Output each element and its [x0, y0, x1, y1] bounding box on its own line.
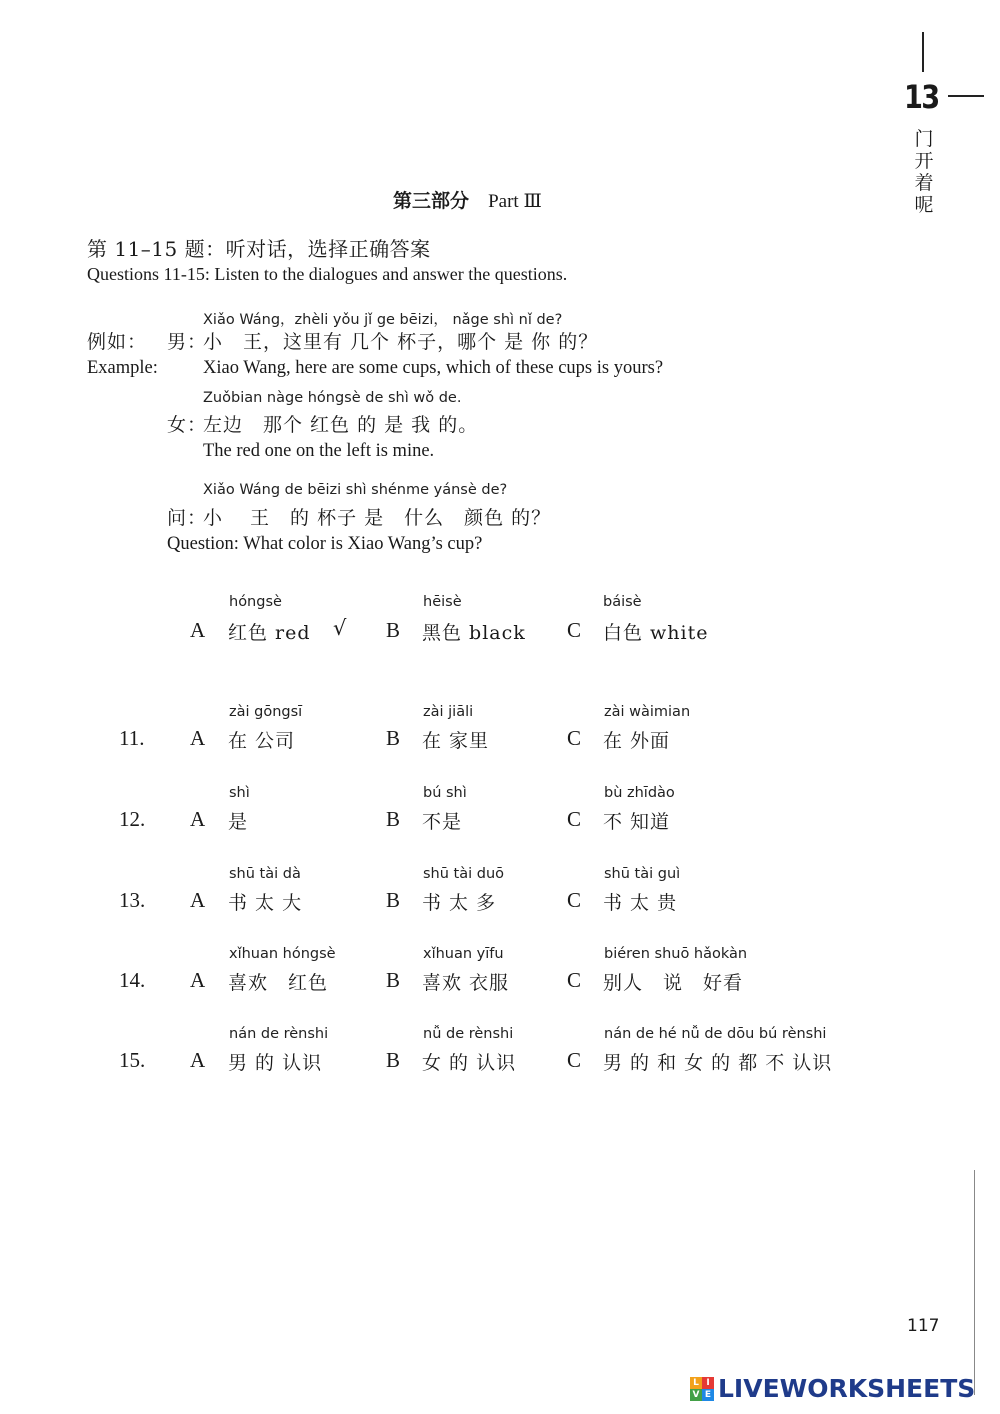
example-male-pinyin: Xiǎo Wáng，zhèli yǒu jǐ ge bēizi， nǎge shì nǐ de?	[203, 312, 563, 328]
example-option-a-pinyin: hóngsè	[229, 594, 282, 610]
option-b-text[interactable]: 书 太 多	[422, 892, 497, 914]
option-b-text[interactable]: 喜欢 衣服	[422, 972, 510, 994]
option-b-letter[interactable]: B	[386, 1048, 401, 1072]
option-b-text[interactable]: 不是	[422, 811, 463, 833]
option-c-pinyin: shū tài guì	[604, 866, 681, 882]
option-b-letter[interactable]: B	[386, 968, 401, 992]
option-c-pinyin: biéren shuō hǎokàn	[604, 946, 748, 962]
example-option-b-letter: B	[386, 618, 401, 642]
example-option-c-letter: C	[567, 618, 582, 642]
example-option-b-text: 黑色 black	[422, 622, 526, 644]
option-a-text[interactable]: 喜欢 红色	[228, 972, 329, 994]
logo-tile: L	[690, 1377, 702, 1389]
section-title	[393, 186, 542, 213]
option-a-pinyin: shì	[229, 785, 250, 801]
example-question-pinyin: Xiǎo Wáng de bēizi shì shénme yánsè de?	[203, 482, 508, 498]
option-b-pinyin: bú shì	[423, 785, 467, 801]
page-edge-line	[974, 1170, 975, 1395]
example-option-c-pinyin: báisè	[603, 594, 642, 610]
option-c-pinyin: nán de hé nǚ de dōu bú rènshi	[604, 1026, 827, 1042]
option-b-text[interactable]: 在 家里	[422, 730, 490, 752]
example-label-zh: 例如：	[87, 331, 148, 353]
example-female-pinyin: Zuǒbian nàge hóngsè de shì wǒ de.	[203, 390, 462, 406]
example-option-c-text: 白色 white	[603, 622, 709, 644]
option-c-letter[interactable]: C	[567, 807, 582, 831]
example-question-zh: 小 王 的 杯子 是 什么 颜色 的？	[203, 507, 552, 529]
option-b-letter[interactable]: B	[386, 726, 401, 750]
option-a-letter[interactable]: A	[190, 1048, 206, 1072]
question-number: 14.	[119, 968, 146, 992]
option-a-text[interactable]: 是	[228, 811, 249, 833]
option-a-pinyin: xǐhuan hóngsè	[229, 946, 336, 962]
example-male-en: Xiao Wang, here are some cups, which of these cups is yours?	[203, 358, 664, 378]
option-c-letter[interactable]: C	[567, 1048, 582, 1072]
chapter-number: 13	[904, 78, 939, 116]
option-b-pinyin: zài jiāli	[423, 704, 474, 720]
option-a-pinyin: zài gōngsī	[229, 704, 303, 720]
liveworksheets-logo	[690, 1374, 975, 1403]
option-c-letter[interactable]: C	[567, 888, 582, 912]
option-a-letter[interactable]: A	[190, 726, 206, 750]
option-c-text[interactable]: 在 外面	[603, 730, 671, 752]
logo-tile: E	[702, 1389, 714, 1401]
option-c-letter[interactable]: C	[567, 726, 582, 750]
logo-tile: I	[702, 1377, 714, 1389]
chapter-title-char: 呢	[914, 194, 934, 216]
option-b-pinyin: shū tài duō	[423, 866, 505, 882]
page-number: 117	[907, 1316, 940, 1336]
chapter-title	[913, 128, 935, 216]
example-question-en: Question: What color is Xiao Wang’s cup?	[167, 534, 483, 554]
example-female-zh: 左边 那个 红色 的 是 我 的。	[203, 414, 479, 436]
option-a-pinyin: nán de rènshi	[229, 1026, 329, 1042]
example-option-a-letter: A	[190, 618, 206, 642]
option-a-text[interactable]: 在 公司	[228, 730, 296, 752]
example-male-zh: 小 王，这里有 几个 杯子，哪个 是 你 的？	[203, 331, 599, 353]
option-a-pinyin: shū tài dà	[229, 866, 301, 882]
example-question-label: 问：	[167, 507, 208, 529]
option-b-text[interactable]: 女 的 认识	[422, 1052, 517, 1074]
option-a-letter[interactable]: A	[190, 968, 206, 992]
option-c-text[interactable]: 不 知道	[603, 811, 671, 833]
section-title-en: Part Ⅲ	[488, 191, 542, 212]
question-number: 12.	[119, 807, 146, 831]
option-a-text[interactable]: 书 太 大	[228, 892, 303, 914]
option-b-letter[interactable]: B	[386, 807, 401, 831]
chapter-tab-line	[922, 32, 924, 72]
chapter-tab-dash	[948, 95, 984, 97]
example-female-en: The red one on the left is mine.	[203, 441, 435, 461]
example-option-a-text: 红色 red	[228, 622, 311, 644]
question-number: 11.	[119, 726, 145, 750]
option-b-letter[interactable]: B	[386, 888, 401, 912]
option-c-letter[interactable]: C	[567, 968, 582, 992]
option-c-text[interactable]: 别人 说 好看	[603, 972, 744, 994]
example-female-label: 女：	[167, 414, 208, 436]
liveworksheets-logo-text: LIVEWORKSHEETS	[718, 1374, 976, 1403]
option-c-pinyin: bù zhīdào	[604, 785, 675, 801]
example-male-label: 男：	[167, 331, 208, 353]
liveworksheets-logo-icon	[690, 1377, 714, 1401]
chapter-title-char: 着	[914, 172, 934, 194]
option-a-letter[interactable]: A	[190, 807, 206, 831]
instructions-zh: 第 11–15 题：听对话，选择正确答案	[87, 237, 431, 261]
option-b-pinyin: xǐhuan yīfu	[423, 946, 504, 962]
option-c-text[interactable]: 男 的 和 女 的 都 不 认识	[603, 1052, 833, 1074]
section-title-zh: 第三部分	[393, 190, 470, 212]
example-label-en: Example:	[87, 358, 158, 378]
instructions-en: Questions 11-15: Listen to the dialogues and answer the questions.	[87, 264, 568, 284]
example-option-b-pinyin: hēisè	[423, 594, 462, 610]
chapter-title-char: 开	[914, 150, 934, 172]
question-number: 15.	[119, 1048, 146, 1072]
chapter-title-char: 门	[914, 128, 934, 150]
option-c-text[interactable]: 书 太 贵	[603, 892, 678, 914]
check-mark: √	[333, 616, 347, 640]
option-a-text[interactable]: 男 的 认识	[228, 1052, 323, 1074]
option-c-pinyin: zài wàimian	[604, 704, 691, 720]
option-b-pinyin: nǚ de rènshi	[423, 1026, 514, 1042]
question-number: 13.	[119, 888, 146, 912]
logo-tile: V	[690, 1389, 702, 1401]
option-a-letter[interactable]: A	[190, 888, 206, 912]
